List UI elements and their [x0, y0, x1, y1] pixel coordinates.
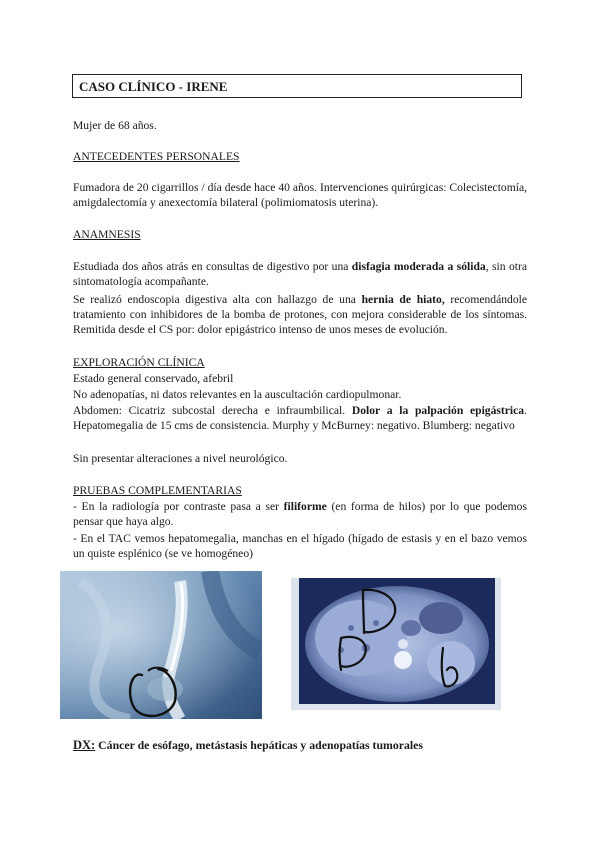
pruebas-bullet-2: - En el TAC vemos hepatomegalia, manchas en el hígado (hígado de estasis y en el bazo vemos un quiste esplénico (se ve homogéneo): [73, 532, 527, 560]
pruebas-b1-text-end: (en forma de hilos) por lo que podemos pensar que haya algo.: [73, 500, 527, 528]
pruebas-b1-text: - En la radiología por contraste pasa a ser: [73, 500, 284, 513]
anamnesis-p1-bold: disfagia moderada a sólida: [351, 260, 486, 273]
anamnesis-p2-text: Se realizó endoscopia digestiva alta con hallazgo de una: [73, 293, 362, 306]
exploracion-heading: EXPLORACIÓN CLÍNICA: [73, 356, 205, 369]
diagnosis-label: DX:: [73, 738, 96, 752]
diagnosis-line: [73, 738, 423, 753]
anamnesis-p2-text-end: recomendándole tratamiento con inhibidores de la bomba de protones, con mejora considerable de los síntomas. Remitida desde el CS por: dolor epigástrico intenso de unos meses de evolución.: [73, 293, 527, 336]
anamnesis-paragraph-2: [73, 292, 527, 337]
barium-xray-image: [60, 571, 262, 719]
pruebas-b1-bold: filiforme: [283, 500, 327, 513]
abdomen-bold: Dolor a la palpación epigástrica: [351, 404, 525, 417]
ct-scan-image: [291, 578, 501, 710]
anamnesis-heading: ANAMNESIS: [73, 228, 141, 241]
exploracion-line-4: Sin presentar alteraciones a nivel neurológico.: [73, 452, 288, 465]
exploracion-line-2: No adenopatías, ni datos relevantes en la auscultación cardiopulmonar.: [73, 388, 402, 401]
exploracion-abdomen: [73, 403, 527, 433]
antecedentes-heading: ANTECEDENTES PERSONALES: [73, 150, 240, 163]
anamnesis-paragraph-1: [73, 259, 527, 289]
pruebas-bullet-1: [73, 499, 527, 529]
abdomen-text: Abdomen: Cicatriz subcostal derecha e infraumbilical.: [73, 404, 352, 417]
patient-intro: Mujer de 68 años.: [73, 119, 157, 132]
diagnosis-text: Cáncer de esófago, metástasis hepáticas y adenopatías tumorales: [95, 738, 423, 752]
pruebas-heading: PRUEBAS COMPLEMENTARIAS: [73, 484, 242, 497]
anamnesis-p1-text: Estudiada dos años atrás en consultas de digestivo por una: [73, 260, 352, 273]
abdomen-text-end: . Hepatomegalia de 15 cms de consistencia. Murphy y McBurney: negativo. Blumberg: negativo: [73, 404, 527, 432]
antecedentes-text: Fumadora de 20 cigarrillos / día desde hace 40 años. Intervenciones quirúrgicas: Colecistectomía, amigdalectomía y anexectomía bilateral (polimiomatosis uterina).: [73, 181, 527, 209]
anamnesis-p2-bold: hernia de hiato,: [361, 293, 445, 306]
case-title-box: [72, 74, 522, 98]
case-title: CASO CLÍNICO - IRENE: [79, 79, 228, 94]
exploracion-line-1: Estado general conservado, afebril: [73, 372, 234, 385]
anamnesis-p1-text-end: , sin otra sintomatología acompañante.: [73, 260, 527, 288]
